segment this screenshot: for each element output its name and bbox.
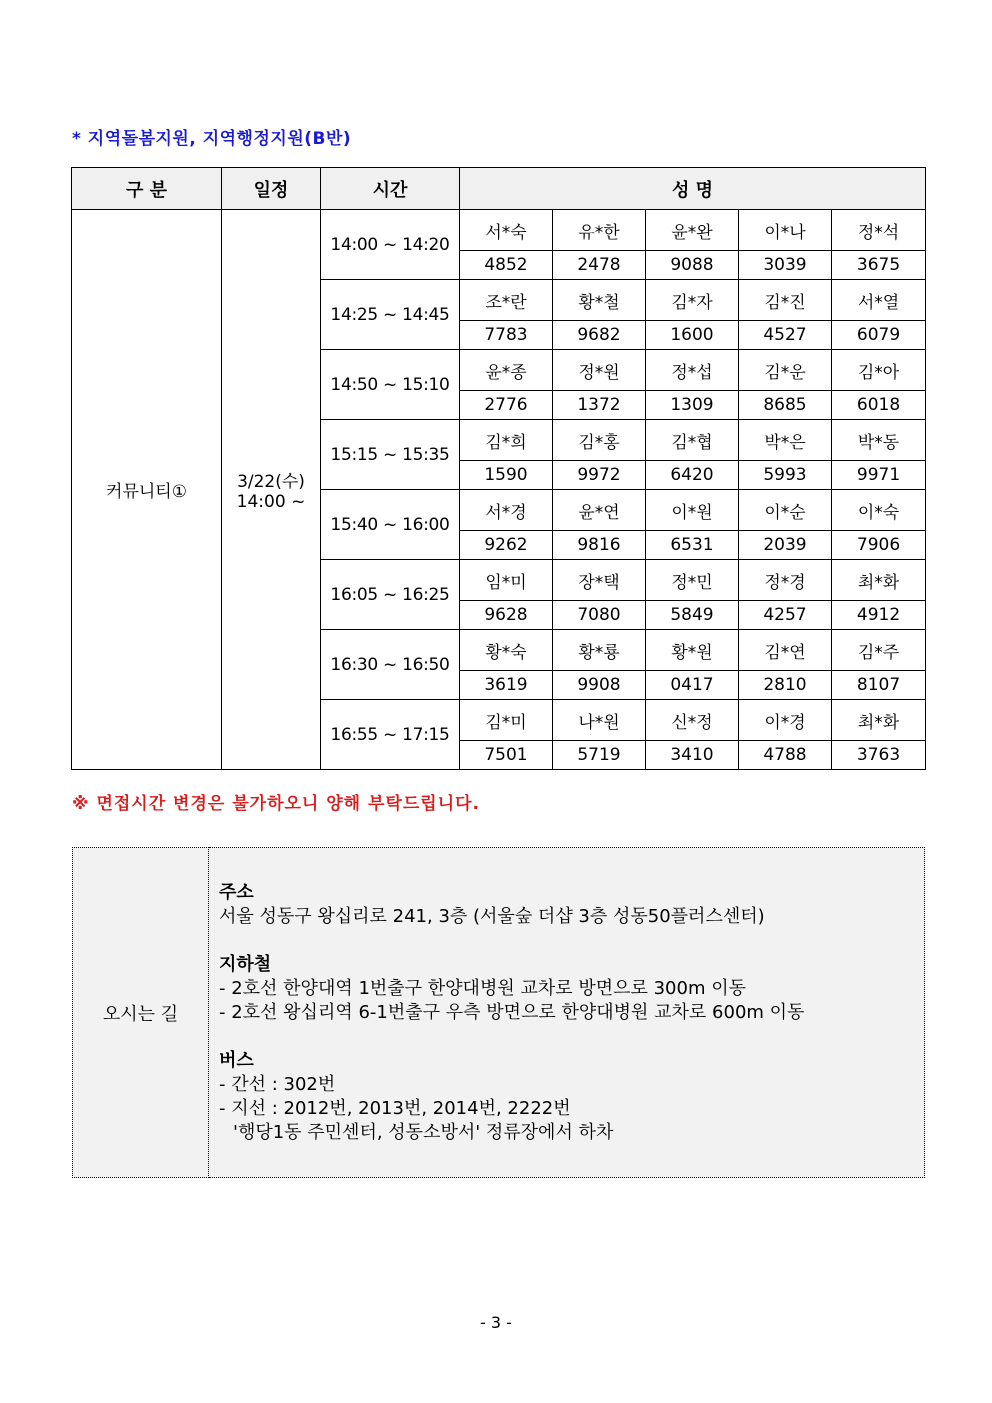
applicant-name: 김*아 (832, 350, 926, 391)
subway-route-2: - 2호선 왕십리역 6-1번출구 우측 방면으로 한양대병원 교차로 600m 이동 (219, 1001, 805, 1023)
applicant-number: 8107 (832, 671, 926, 700)
applicant-name: 최*화 (832, 700, 926, 741)
applicant-number: 6420 (646, 461, 739, 490)
applicant-number: 6079 (832, 321, 926, 350)
applicant-number: 7783 (460, 321, 553, 350)
header-time: 시간 (321, 168, 460, 210)
interview-schedule-table (71, 167, 926, 770)
applicant-number: 5719 (553, 741, 646, 770)
applicant-name: 황*룡 (553, 630, 646, 671)
applicant-name: 이*숙 (832, 490, 926, 531)
applicant-name: 정*섭 (646, 350, 739, 391)
bus-stop-note: '행당1동 주민센터, 성동소방서' 정류장에서 하차 (233, 1121, 614, 1143)
applicant-name: 이*나 (739, 210, 832, 251)
applicant-name: 윤*연 (553, 490, 646, 531)
applicant-name: 유*한 (553, 210, 646, 251)
bus-route-2: - 지선 : 2012번, 2013번, 2014번, 2222번 (219, 1097, 571, 1119)
subway-route-1: - 2호선 한양대역 1번출구 한양대병원 교차로 방면으로 300m 이동 (219, 977, 746, 999)
applicant-number: 7501 (460, 741, 553, 770)
applicant-number: 4257 (739, 601, 832, 630)
bus-route-1: - 간선 : 302번 (219, 1073, 336, 1095)
time-slot-cell: 14:25 ~ 14:45 (321, 280, 460, 350)
schedule-body (72, 210, 926, 770)
date-line-2: 14:00 ~ (236, 492, 306, 512)
time-slot-cell: 15:40 ~ 16:00 (321, 490, 460, 560)
applicant-name: 김*운 (739, 350, 832, 391)
date-cell (222, 210, 321, 770)
applicant-number: 9816 (553, 531, 646, 560)
applicant-number: 7906 (832, 531, 926, 560)
applicant-number: 3763 (832, 741, 926, 770)
applicant-number: 8685 (739, 391, 832, 420)
applicant-name: 조*란 (460, 280, 553, 321)
notice-text: ※ 면접시간 변경은 불가하오니 양해 부탁드립니다. (72, 794, 481, 814)
time-slot-cell: 14:50 ~ 15:10 (321, 350, 460, 420)
applicant-name: 정*경 (739, 560, 832, 601)
applicant-number: 3039 (739, 251, 832, 280)
applicant-number: 9908 (553, 671, 646, 700)
applicant-name: 황*원 (646, 630, 739, 671)
applicant-number: 2810 (739, 671, 832, 700)
applicant-name: 김*자 (646, 280, 739, 321)
bus-title: 버스 (219, 1049, 254, 1071)
applicant-name: 이*원 (646, 490, 739, 531)
applicant-number: 4852 (460, 251, 553, 280)
directions-content (209, 848, 925, 1178)
address-text: 서울 성동구 왕십리로 241, 3층 (서울숲 더샵 3층 성동50플러스센터) (219, 905, 765, 927)
applicant-name: 황*철 (553, 280, 646, 321)
applicant-number: 3619 (460, 671, 553, 700)
applicant-name: 서*경 (460, 490, 553, 531)
date-line-1: 3/22(수) (237, 472, 305, 492)
applicant-name: 장*택 (553, 560, 646, 601)
applicant-number: 2039 (739, 531, 832, 560)
directions-label: 오시는 길 (73, 848, 209, 1178)
applicant-name: 나*원 (553, 700, 646, 741)
applicant-name: 박*동 (832, 420, 926, 461)
applicant-number: 6531 (646, 531, 739, 560)
time-slot-cell: 16:30 ~ 16:50 (321, 630, 460, 700)
applicant-name: 김*진 (739, 280, 832, 321)
header-category: 구 분 (72, 168, 222, 210)
applicant-number: 7080 (553, 601, 646, 630)
applicant-name: 박*은 (739, 420, 832, 461)
applicant-number: 9088 (646, 251, 739, 280)
applicant-name: 최*화 (832, 560, 926, 601)
applicant-name: 황*숙 (460, 630, 553, 671)
applicant-number: 2478 (553, 251, 646, 280)
applicant-name: 김*주 (832, 630, 926, 671)
applicant-number: 9972 (553, 461, 646, 490)
page-number: - 3 - (480, 1313, 512, 1332)
applicant-name: 윤*종 (460, 350, 553, 391)
applicant-number: 1600 (646, 321, 739, 350)
applicant-name: 정*원 (553, 350, 646, 391)
applicant-name: 이*경 (739, 700, 832, 741)
applicant-name: 서*숙 (460, 210, 553, 251)
applicant-number: 0417 (646, 671, 739, 700)
applicant-number: 6018 (832, 391, 926, 420)
header-date: 일정 (222, 168, 321, 210)
table-row (72, 210, 926, 251)
applicant-number: 3410 (646, 741, 739, 770)
applicant-number: 2776 (460, 391, 553, 420)
applicant-number: 4527 (739, 321, 832, 350)
time-slot-cell: 16:55 ~ 17:15 (321, 700, 460, 770)
directions-box (72, 847, 925, 1178)
applicant-number: 1309 (646, 391, 739, 420)
category-cell: 커뮤니티① (72, 210, 222, 770)
applicant-name: 김*홍 (553, 420, 646, 461)
applicant-number: 9628 (460, 601, 553, 630)
subway-title: 지하철 (219, 953, 272, 975)
applicant-name: 김*연 (739, 630, 832, 671)
applicant-number: 9971 (832, 461, 926, 490)
applicant-number: 3675 (832, 251, 926, 280)
applicant-name: 신*정 (646, 700, 739, 741)
applicant-name: 윤*완 (646, 210, 739, 251)
applicant-name: 김*희 (460, 420, 553, 461)
applicant-number: 4788 (739, 741, 832, 770)
applicant-name: 임*미 (460, 560, 553, 601)
applicant-name: 정*민 (646, 560, 739, 601)
applicant-number: 1590 (460, 461, 553, 490)
applicant-number: 5849 (646, 601, 739, 630)
time-slot-cell: 15:15 ~ 15:35 (321, 420, 460, 490)
section-heading: * 지역돌봄지원, 지역행정지원(B반) (72, 129, 352, 149)
applicant-name: 김*미 (460, 700, 553, 741)
applicant-number: 1372 (553, 391, 646, 420)
applicant-name: 김*협 (646, 420, 739, 461)
time-slot-cell: 14:00 ~ 14:20 (321, 210, 460, 280)
applicant-number: 9262 (460, 531, 553, 560)
applicant-number: 4912 (832, 601, 926, 630)
applicant-number: 5993 (739, 461, 832, 490)
applicant-name: 정*석 (832, 210, 926, 251)
time-slot-cell: 16:05 ~ 16:25 (321, 560, 460, 630)
applicant-number: 9682 (553, 321, 646, 350)
applicant-name: 이*순 (739, 490, 832, 531)
address-title: 주소 (219, 881, 254, 903)
applicant-name: 서*열 (832, 280, 926, 321)
table-header-row (72, 168, 926, 210)
header-name: 성 명 (460, 168, 926, 210)
